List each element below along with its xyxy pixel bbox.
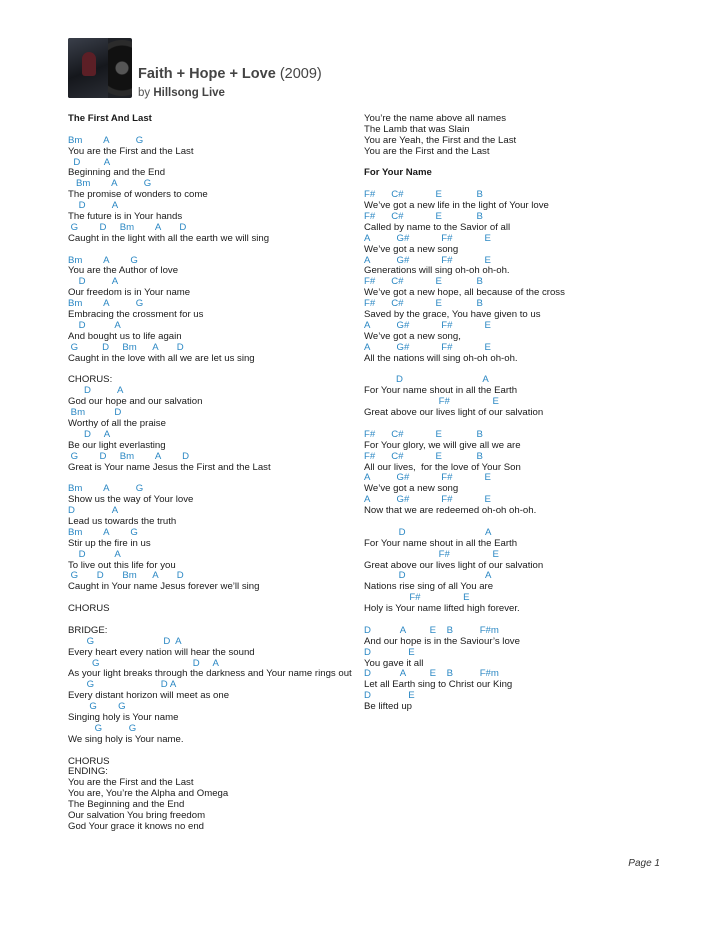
lyric-line: We’ve got a new life in the light of Your love <box>364 200 549 212</box>
chord-line: F# C# E B <box>364 211 483 223</box>
chord-line: D A <box>68 156 111 168</box>
chord-line: G D Bm A D <box>68 450 190 462</box>
chord-line: F# E <box>364 592 470 604</box>
lyric-line: You are Yeah, the First and the Last <box>364 134 517 146</box>
lyric-line: Great above our lives light of our salvation <box>364 559 544 571</box>
lyric-line: The Lamb that was Slain <box>364 123 470 135</box>
chord-line: D A <box>364 570 492 582</box>
chord-line: D A <box>364 526 492 538</box>
chord-line: Bm A G <box>68 483 144 495</box>
chord-line: F# C# E B <box>364 189 483 201</box>
song-title: For Your Name <box>364 167 432 179</box>
lyric-line: Holy is Your name lifted high forever. <box>364 603 520 615</box>
album-title-text: Faith + Hope + Love <box>138 66 276 82</box>
chord-line: Bm A G <box>68 298 144 310</box>
spacer <box>68 615 360 626</box>
chord-line: G D A <box>68 679 177 691</box>
lyric-line: Nations rise sing of all You are <box>364 581 494 593</box>
lyric-line: God Your grace it knows no end <box>68 820 205 832</box>
chord-line: G D A <box>68 657 219 669</box>
chord-line: D A E B F#m <box>364 668 499 680</box>
chord-line: F# C# E B <box>364 298 483 310</box>
chord-line: Bm A G <box>68 254 138 266</box>
lyric-line: Great above our lives light of our salvation <box>364 407 544 419</box>
lyric-line: For Your name shout in all the Earth <box>364 537 518 549</box>
lyric-line: Caught in the love with all we are let us sing <box>68 352 255 364</box>
chord-line: G D Bm A D <box>68 341 184 353</box>
chord-line: G D Bm A D <box>68 221 187 233</box>
lyric-line: You gave it all <box>364 657 424 669</box>
chord-line: F# C# E B <box>364 276 483 288</box>
chord-line: A G# F# E <box>364 494 491 506</box>
lyric-line: Let all Earth sing to Christ our King <box>364 679 513 691</box>
album-cover-image <box>68 38 132 98</box>
lyric-line: And bought us to life again <box>68 330 182 342</box>
lyric-line: Generations will sing oh-oh oh-oh. <box>364 265 510 277</box>
lyric-line: Show us the way of Your love <box>68 494 194 506</box>
chord-line: D A <box>68 505 119 517</box>
chord-line: D A <box>68 548 121 560</box>
lyric-line: All the nations will sing oh-oh oh-oh. <box>364 352 518 364</box>
lyric-line: Our freedom is in Your name <box>68 287 191 299</box>
chord-line: A G# F# E <box>364 319 491 331</box>
album-header <box>68 38 368 100</box>
chord-line: Bm A G <box>68 526 138 538</box>
lyric-line: The promise of wonders to come <box>68 189 208 201</box>
lyric-line: We’ve got a new song <box>364 243 459 255</box>
cover-figure <box>82 52 96 76</box>
lyric-line: For Your name shout in all the Earth <box>364 385 518 397</box>
lyric-line: For Your glory, we will give all we are <box>364 439 521 451</box>
lyric-line: Called by name to the Savior of all <box>364 221 511 233</box>
chord-line: G D A <box>68 635 182 647</box>
chord-line: F# E <box>364 548 499 560</box>
chord-line: F# C# E B <box>364 428 483 440</box>
lyric-line: As your light breaks through the darkness and Your name rings out <box>68 668 352 680</box>
chord-line: D A <box>68 200 119 212</box>
chord-line: D A <box>68 385 124 397</box>
lyric-line: We’ve got a new hope, all because of the cross <box>364 287 565 299</box>
chord-line: A G# F# E <box>364 254 491 266</box>
chord-line: A G# F# E <box>364 341 491 353</box>
lyric-line: BRIDGE: <box>68 624 108 636</box>
lyric-line: Beginning and the End <box>68 167 166 179</box>
album-cover-art <box>68 38 108 98</box>
chord-line: D A <box>68 319 121 331</box>
chord-line: D A E B F#m <box>364 624 499 636</box>
chord-line: G D Bm A D <box>68 570 184 582</box>
lyric-line: ENDING: <box>68 766 108 778</box>
lyric-line: We sing holy is Your name. <box>68 733 184 745</box>
lyric-line: Singing holy is Your name <box>68 711 179 723</box>
lyric-line: You are the First and the Last <box>364 145 490 157</box>
lyric-line: The Beginning and the End <box>68 799 185 811</box>
chord-line: A G# F# E <box>364 232 491 244</box>
lyric-line: Lead us towards the truth <box>68 515 177 527</box>
artist-name: Hillsong Live <box>153 87 225 99</box>
lyric-line: Great is Your name Jesus the First and the Last <box>68 461 271 473</box>
lyric-line: Caught in Your name Jesus forever we’ll sing <box>68 581 260 593</box>
chord-line: F# E <box>364 396 499 408</box>
lyric-line: The future is in Your hands <box>68 211 183 223</box>
by-label: by <box>138 87 151 99</box>
lyric-line: Worthy of all the praise <box>68 417 166 429</box>
chord-line: Bm A G <box>68 178 152 190</box>
lyric-line: You are the First and the Last <box>68 777 194 789</box>
chord-line: F# C# E B <box>364 450 483 462</box>
lyric-line: You are the First and the Last <box>68 145 194 157</box>
page-number: Page 1 <box>628 858 660 869</box>
lyric-line: You are, You’re the Alpha and Omega <box>68 788 229 800</box>
lyric-line: CHORUS <box>68 603 110 615</box>
lyric-line: CHORUS <box>68 755 110 767</box>
lyric-line: You are the Author of love <box>68 265 179 277</box>
lyric-line: Every heart every nation will hear the sound <box>68 646 255 658</box>
lyric-line: Caught in the light with all the earth we will sing <box>68 232 270 244</box>
chord-line: A G# F# E <box>364 472 491 484</box>
right-column <box>364 114 664 713</box>
chord-line: G G <box>68 701 126 713</box>
song-title: The First And Last <box>68 113 152 124</box>
lyric-line: To live out this life for you <box>68 559 176 571</box>
spacer <box>68 746 360 757</box>
lyric-line: All our lives, for the love of Your Son <box>364 461 521 473</box>
chord-line: D A <box>68 428 111 440</box>
chord-line: Bm A G <box>68 134 144 146</box>
lyric-line: Now that we are redeemed oh-oh oh-oh. <box>364 505 537 517</box>
left-column <box>68 114 360 833</box>
lyric-line: Saved by the grace, You have given to us <box>364 309 541 321</box>
chord-line: D E <box>364 646 415 658</box>
lyric-line: And our hope is in the Saviour’s love <box>364 635 520 647</box>
lyric-line: Embracing the crossment for us <box>68 309 204 321</box>
lyric-line: Every distant horizon will meet as one <box>68 690 230 702</box>
lyric-line: We’ve got a new song, <box>364 330 461 342</box>
chord-line: D A <box>364 374 489 386</box>
spacer <box>68 593 360 604</box>
album-title <box>138 66 322 82</box>
lyric-line: You’re the name above all names <box>364 113 507 124</box>
lyric-line: God our hope and our salvation <box>68 396 203 408</box>
lyric-line: CHORUS: <box>68 374 113 386</box>
album-artist <box>138 87 225 99</box>
chord-line: Bm D <box>68 407 122 419</box>
album-year: (2009) <box>279 66 322 82</box>
lyric-line: Stir up the fire in us <box>68 537 151 549</box>
spacer <box>68 245 360 256</box>
lyric-line: Be lifted up <box>364 701 413 713</box>
chord-line: D E <box>364 690 415 702</box>
lyric-line: We’ve got a new song <box>364 483 459 495</box>
lyric-line: Our salvation You bring freedom <box>68 810 206 821</box>
chord-line: G G <box>68 722 137 734</box>
chord-line: D A <box>68 276 119 288</box>
lyric-line: Be our light everlasting <box>68 439 166 451</box>
